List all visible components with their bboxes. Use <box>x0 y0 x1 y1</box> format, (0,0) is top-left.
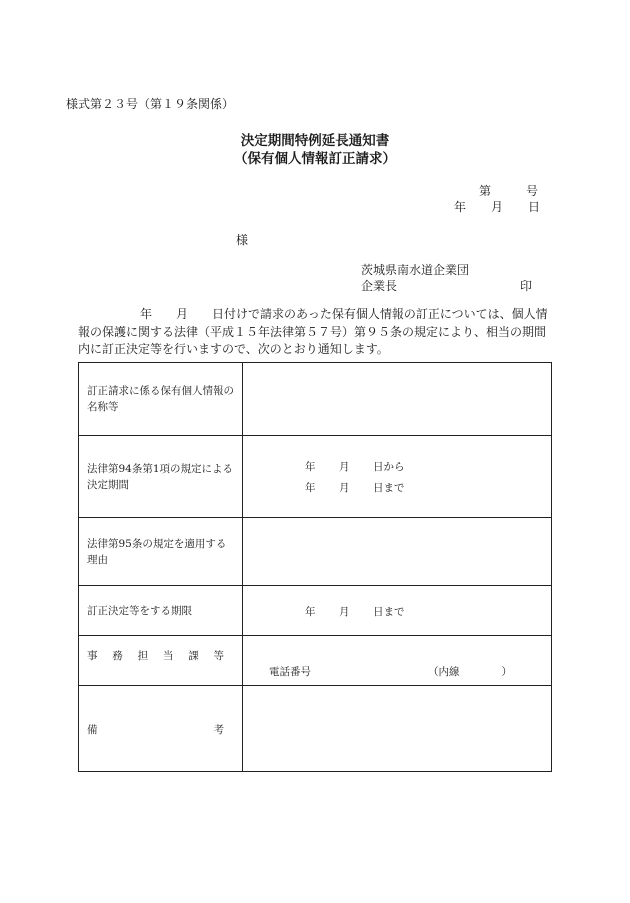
period-from-year: 年 <box>305 461 316 473</box>
body-line-1 <box>78 306 552 324</box>
notice-table <box>78 362 552 772</box>
row-extension-reason <box>79 518 552 586</box>
body-month: 月 <box>176 307 189 321</box>
period-from <box>305 459 405 474</box>
label-deadline: 訂正決定等をする期限 <box>79 586 243 636</box>
value-remarks <box>243 686 552 772</box>
phone-extension: （内線 ） <box>428 666 512 678</box>
doc-number-go: 号 <box>526 184 539 198</box>
value-contact <box>243 636 552 686</box>
phone-label: 電話番号 <box>269 666 311 678</box>
doc-number-dai: 第 <box>479 184 492 198</box>
period-to-month: 月 <box>339 482 350 494</box>
body-line-3: 内に訂正決定等を行いますので、次のとおり通知します。 <box>78 342 389 356</box>
remarks-label-text: 備 考 <box>87 724 224 736</box>
deadline-year: 年 <box>305 606 316 618</box>
body-year: 年 <box>140 307 153 321</box>
deadline-month: 月 <box>339 606 350 618</box>
deadline-date <box>305 604 405 619</box>
row-decision-period <box>79 436 552 518</box>
seal-mark: 印 <box>520 279 533 293</box>
period-to <box>305 480 405 495</box>
date-year: 年 <box>454 200 467 214</box>
value-decision-period <box>243 436 552 518</box>
body-line1-text: 日付けで請求のあった保有個人情報の訂正については、個人情 <box>212 307 548 321</box>
period-from-day: 日から <box>373 461 405 473</box>
sender-organization: 茨城県南水道企業団 <box>361 263 470 277</box>
label-decision-period: 法律第94条第1項の規定による決定期間 <box>79 436 243 518</box>
document-subtitle: （保有個人情報訂正請求） <box>234 151 396 167</box>
period-to-day: 日まで <box>373 482 405 494</box>
value-target-info <box>243 363 552 436</box>
date-month: 月 <box>491 200 504 214</box>
value-extension-reason <box>243 518 552 586</box>
period-from-month: 月 <box>339 461 350 473</box>
label-contact <box>79 636 243 686</box>
addressee-suffix: 様 <box>236 233 249 247</box>
deadline-day: 日まで <box>373 606 405 618</box>
body-line-2: 報の保護に関する法律（平成１５年法律第５７号）第９５条の規定により、相当の期間 <box>78 324 547 339</box>
label-target-info: 訂正請求に係る保有個人情報の名称等 <box>79 363 243 436</box>
form-number: 様式第２３号（第１９条関係） <box>66 97 235 111</box>
value-deadline <box>243 586 552 636</box>
period-to-year: 年 <box>305 482 316 494</box>
row-deadline <box>79 586 552 636</box>
contact-label-text: 事 務 担 当 課 等 <box>87 650 224 662</box>
sender-title: 企業長 <box>361 279 398 293</box>
label-extension-reason: 法律第95条の規定を適用する理由 <box>79 518 243 586</box>
document-title: 決定期間特例延長通知書 <box>240 133 390 149</box>
notice-body <box>78 306 552 359</box>
row-target-info <box>79 363 552 436</box>
row-contact <box>79 636 552 686</box>
row-remarks <box>79 686 552 772</box>
date-day: 日 <box>528 200 541 214</box>
label-remarks <box>79 686 243 772</box>
